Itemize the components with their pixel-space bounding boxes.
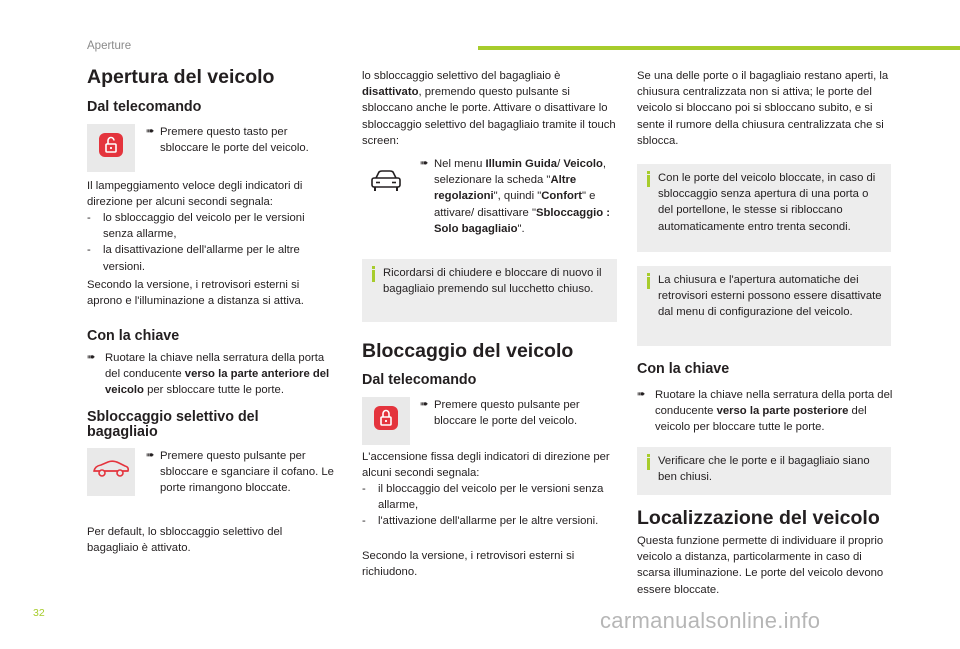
paragraph-door-open-warning: Se una delle porte o il bagagliaio restano aperti, la chiusura centralizzata non si attiva; le porte del veicolo si bloccano poi si sbloccano subito, e si sente il rumore della chiusura centralizzata che si sblocca. xyxy=(637,70,889,147)
list-lock-signals xyxy=(362,481,622,530)
key-lock-instruction: ➠ Ruotare la chiave nella serratura della porta del conducente verso la parte posteriore del veicolo per bloccare tutte le porte. xyxy=(637,387,895,436)
paragraph-mirrors-open: Secondo la versione, i retrovisori esterni si aprono e l'illuminazione a distanza si attiva. xyxy=(87,279,304,308)
list-item: - lo sbloccaggio del veicolo per le versioni senza allarme, xyxy=(87,212,305,241)
info-icon xyxy=(645,454,651,470)
note-auto-relock: Con le porte del veicolo bloccate, in caso di sbloccaggio senza apertura di una porta o del portellone, le stesse si ribloccano automaticamente entro trenta secondi. xyxy=(637,164,891,252)
title-apertura: Apertura del veicolo xyxy=(87,66,275,88)
boot-instruction: ➠ Premere questo pulsante per sbloccare e sganciare il cofano. Le porte rimangono bloccate. xyxy=(146,448,336,497)
heading-key-open: Con la chiave xyxy=(87,328,180,344)
heading-remote-open: Dal telecomando xyxy=(87,99,202,115)
menu-instruction: ➠ Nel menu Illumin Guida/ Veicolo, selezionare la scheda "Altre regolazioni", quindi "Confort" e attivare/ disattivare "Sbloccaggio : Solo bagagliaio". xyxy=(420,156,620,237)
section-title: Aperture xyxy=(87,40,132,52)
paragraph-mirrors-close: Secondo la versione, i retrovisori esterni si richiudono. xyxy=(362,550,575,579)
paragraph-indicators-open: Il lampeggiamento veloce degli indicatori di direzione per alcuni secondi segnala: xyxy=(87,180,303,209)
list-item: - il bloccaggio del veicolo per le versioni senza allarme, xyxy=(362,483,604,512)
bullet-icon: ➠ xyxy=(637,389,646,400)
heading-boot-selective: Sbloccaggio selettivo del bagagliaio xyxy=(87,409,259,440)
watermark: carmanualsonline.info xyxy=(600,608,821,633)
info-icon xyxy=(645,171,651,187)
paragraph-locate-vehicle: Questa funzione permette di individuare il proprio veicolo a distanza, particolarmente in caso di scarsa illuminazione. Le porte del veicolo devono essere bloccate. xyxy=(637,535,884,596)
lock-remote-icon xyxy=(371,403,401,438)
note-mirrors-config: La chiusura e l'apertura automatiche dei retrovisori esterni possono essere disattivate dal menu di configurazione del veicolo. xyxy=(637,266,891,346)
bullet-icon: ➠ xyxy=(420,158,429,169)
note-relock-boot: Ricordarsi di chiudere e bloccare di nuovo il bagagliaio premendo sul lucchetto chiuso. xyxy=(362,259,617,322)
header-accent-bar xyxy=(478,46,960,50)
remote-open-instruction: ➠ Premere questo tasto per sbloccare le porte del veicolo. xyxy=(146,124,326,156)
bullet-icon: ➠ xyxy=(420,399,429,410)
unlock-remote-icon xyxy=(96,130,126,165)
paragraph-boot-default: Per default, lo sbloccaggio selettivo del bagagliaio è attivato. xyxy=(87,526,283,555)
lock-remote-button-illustration xyxy=(362,397,410,445)
touch-screen-car-illustration xyxy=(362,160,410,208)
info-icon xyxy=(645,273,651,289)
heading-remote-lock: Dal telecomando xyxy=(362,372,477,388)
paragraph-boot-deactivated: lo sbloccaggio selettivo del bagagliaio è disattivato, premendo questo pulsante si sbloccano anche le porte. Attivare o disattivare lo sbloccaggio selettivo del bagagliaio tramite il touch screen: xyxy=(362,70,616,147)
page-number: 32 xyxy=(33,607,45,619)
car-boot-icon xyxy=(91,457,131,486)
list-item: - l'attivazione dell'allarme per le altre versioni. xyxy=(362,515,599,528)
car-front-icon xyxy=(368,168,404,199)
unlock-remote-button-illustration xyxy=(87,124,135,172)
key-open-instruction: ➠ Ruotare la chiave nella serratura della porta del conducente verso la parte anteriore del veicolo per sbloccare tutte le porte. xyxy=(87,350,341,399)
paragraph-indicators-lock: L'accensione fissa degli indicatori di direzione per alcuni secondi segnala: xyxy=(362,451,610,480)
title-bloccaggio: Bloccaggio del veicolo xyxy=(362,340,574,362)
info-icon xyxy=(370,266,376,282)
heading-key-lock: Con la chiave xyxy=(637,361,730,377)
bullet-icon: ➠ xyxy=(146,450,155,461)
list-open-signals xyxy=(87,210,327,275)
list-item: - la disattivazione dell'allarme per le altre versioni. xyxy=(87,244,300,273)
boot-button-illustration xyxy=(87,448,135,496)
remote-lock-instruction: ➠ Premere questo pulsante per bloccare le porte del veicolo. xyxy=(420,397,610,429)
title-localizzazione: Localizzazione del veicolo xyxy=(637,507,880,529)
note-check-doors: Verificare che le porte e il bagagliaio siano ben chiusi. xyxy=(637,447,891,495)
bullet-icon: ➠ xyxy=(87,352,96,363)
bullet-icon: ➠ xyxy=(146,126,155,137)
